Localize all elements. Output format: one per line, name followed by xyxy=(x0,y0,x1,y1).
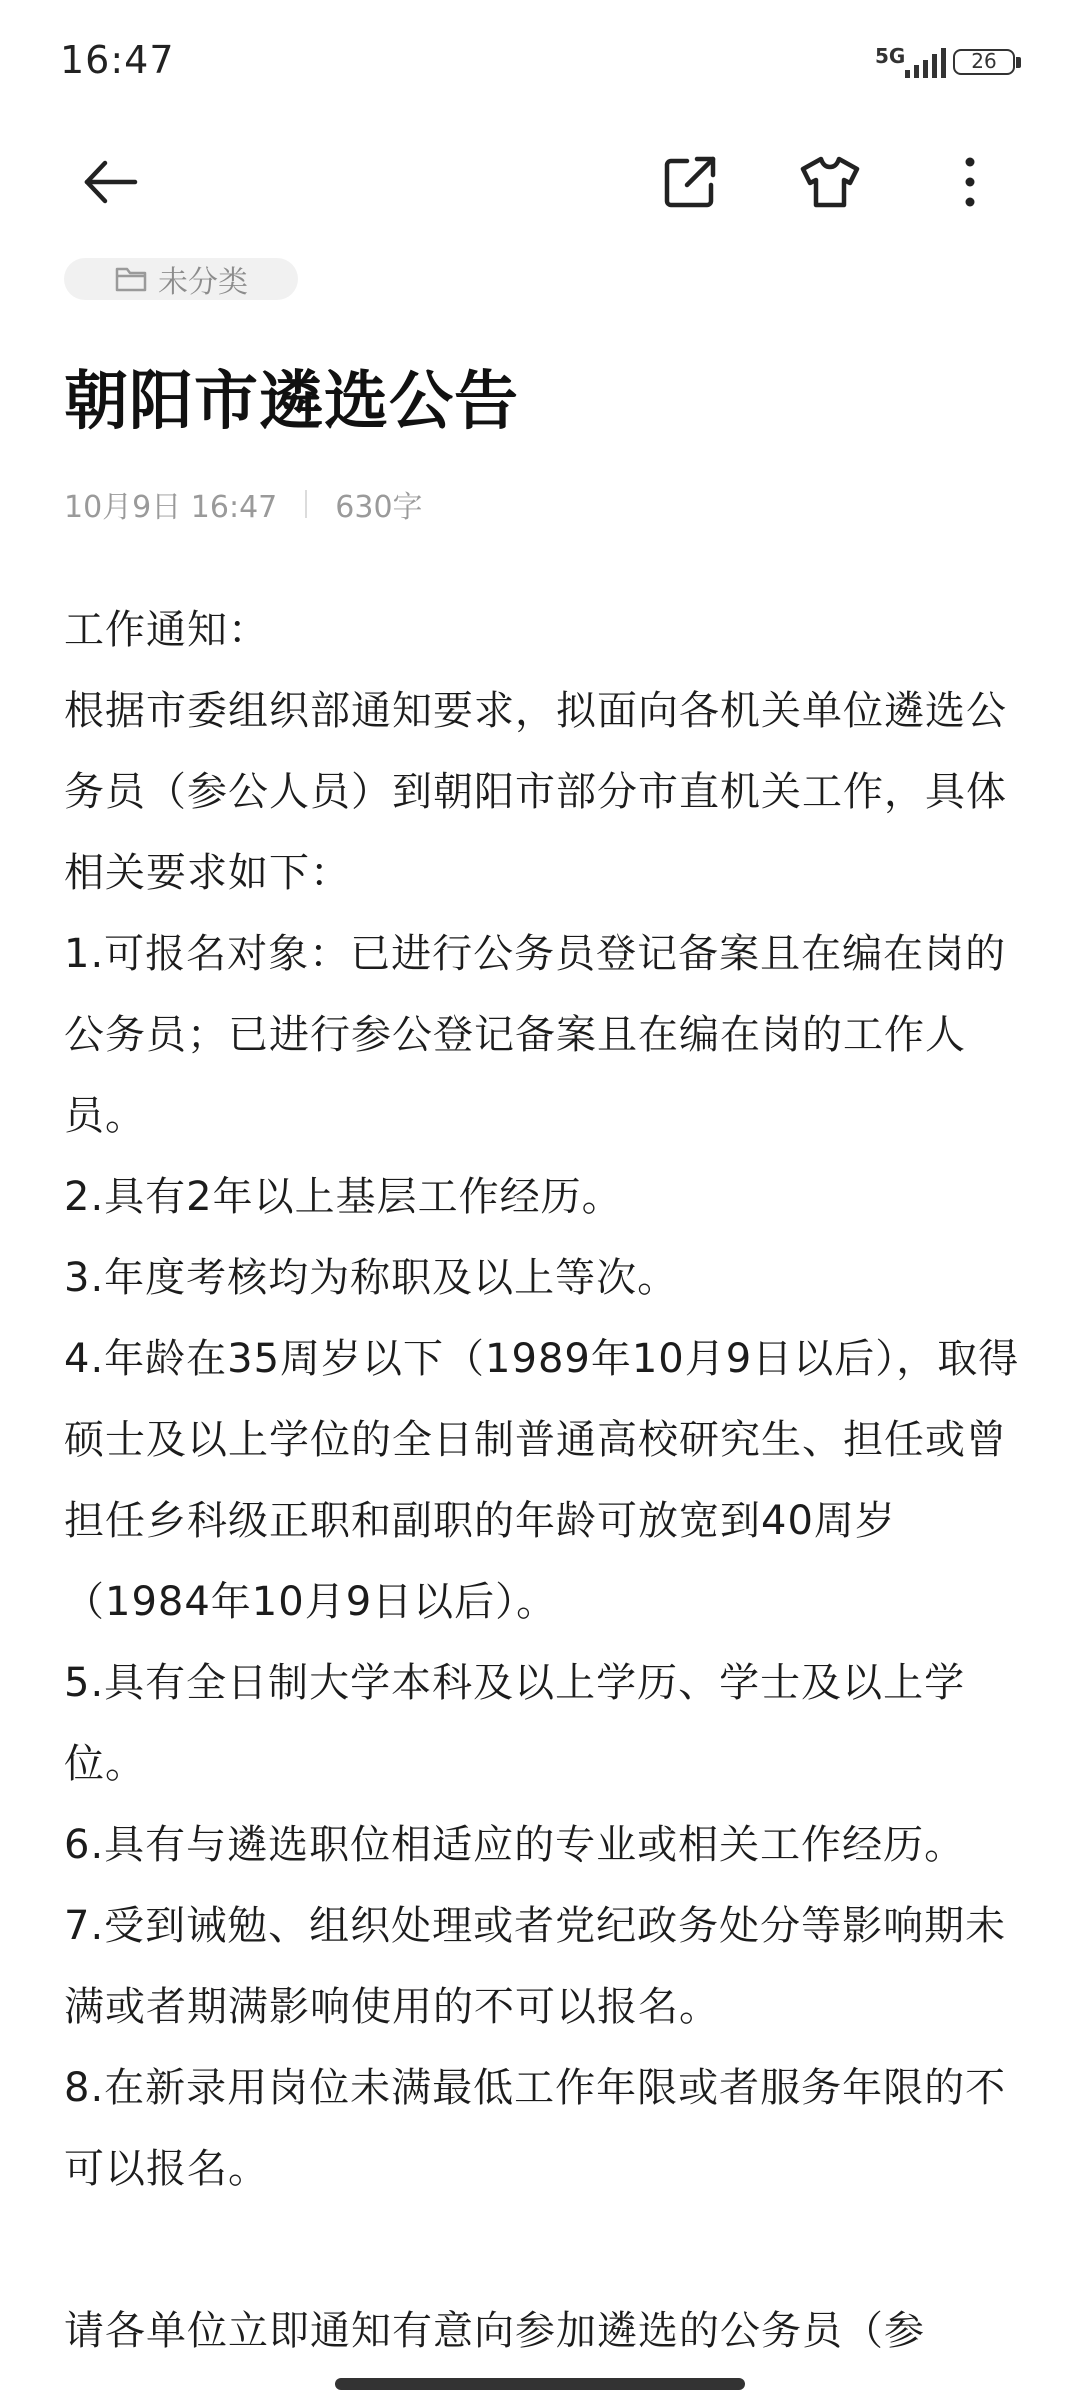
paragraph: 2.具有2年以上基层工作经历。 xyxy=(64,1174,623,1220)
blank-line xyxy=(64,2210,1024,2291)
paragraph: 4.年龄在35周岁以下（1989年10月9日以后），取得硕士及以上学位的全日制普通高校研究生、担任或曾担任乡科级正职和副职的年龄可放宽到40周岁（1984年10月9日以后）。 xyxy=(64,1336,1020,1625)
battery-icon xyxy=(953,49,1015,75)
paragraph: 根据市委组织部通知要求，拟面向各机关单位遴选公务员（参公人员）到朝阳市部分市直机关工作，具体相关要求如下： xyxy=(64,688,1007,896)
meta-divider xyxy=(305,490,307,518)
paragraph: 5.具有全日制大学本科及以上学历、学士及以上学位。 xyxy=(64,1660,966,1787)
home-indicator[interactable] xyxy=(335,2378,745,2390)
note-title[interactable]: 朝阳市遴选公告 xyxy=(64,365,519,439)
note-body[interactable] xyxy=(64,590,1024,2372)
category-label: 未分类 xyxy=(158,265,248,300)
note-toolbar xyxy=(0,130,1080,230)
note-date: 10月9日 16:47 xyxy=(64,490,278,525)
status-time: 16:47 xyxy=(60,38,175,82)
paragraph: 工作通知： xyxy=(64,607,269,653)
paragraph: 7.受到诫勉、组织处理或者党纪政务处分等影响期未满或者期满影响使用的不可以报名。 xyxy=(64,1903,1007,2030)
more-button[interactable] xyxy=(930,142,1010,222)
status-bar xyxy=(0,0,1080,130)
paragraph: 3.年度考核均为称职及以上等次。 xyxy=(64,1255,679,1301)
battery-level: 26 xyxy=(971,49,997,73)
category-chip[interactable] xyxy=(64,258,298,300)
more-vertical-icon xyxy=(939,151,1001,213)
shirt-icon xyxy=(799,151,861,213)
back-arrow-icon xyxy=(79,151,141,213)
paragraph: 6.具有与遴选职位相适应的专业或相关工作经历。 xyxy=(64,1822,966,1868)
network-type: 5G xyxy=(875,44,906,68)
paragraph-partial: 请各单位立即通知有意向参加遴选的公务员（参 xyxy=(64,2308,925,2354)
paragraph: 8.在新录用岗位未满最低工作年限或者服务年限的不可以报名。 xyxy=(64,2065,1007,2192)
share-button[interactable] xyxy=(650,142,730,222)
folder-icon xyxy=(114,264,148,294)
battery-cap xyxy=(1016,57,1021,68)
signal-icon xyxy=(905,48,957,78)
theme-button[interactable] xyxy=(790,142,870,222)
note-meta xyxy=(64,482,423,526)
back-button[interactable] xyxy=(70,142,150,222)
paragraph: 1.可报名对象：已进行公务员登记备案且在编在岗的公务员；已进行参公登记备案且在编在岗的工作人员。 xyxy=(64,931,1007,1139)
word-count: 630字 xyxy=(335,490,423,525)
share-icon xyxy=(659,151,721,213)
